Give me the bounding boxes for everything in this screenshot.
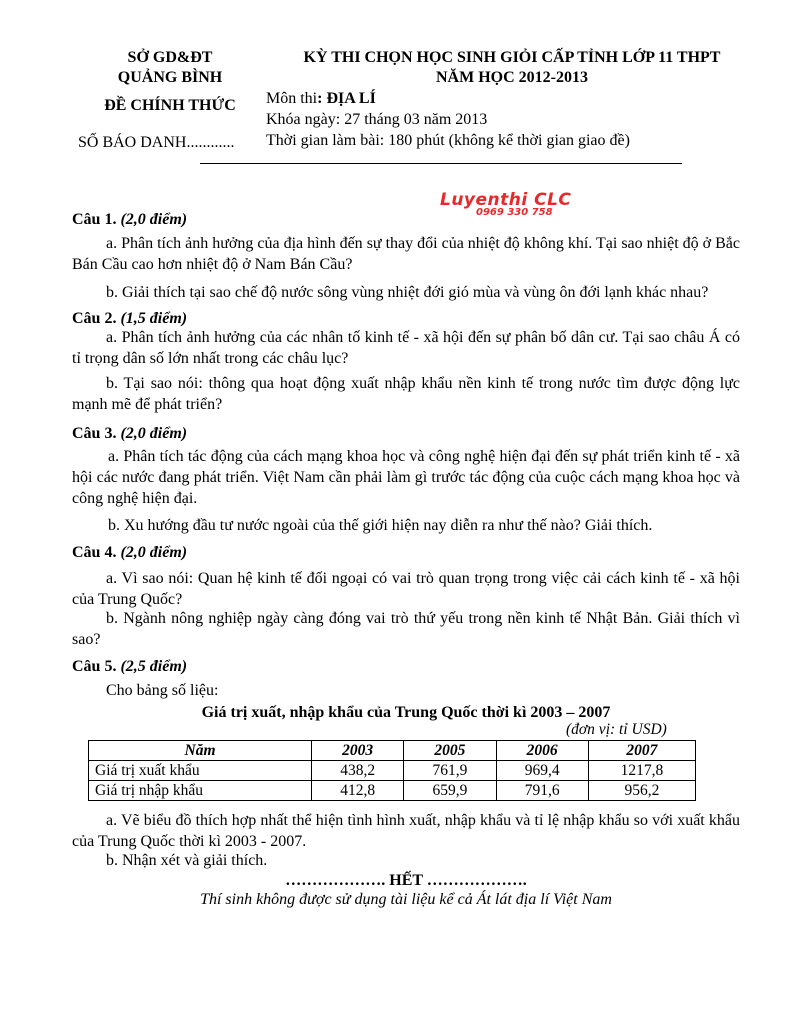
table-header-cell: Năm <box>89 741 312 761</box>
question-4-part-b: b. Ngành nông nghiệp ngày càng đóng vai trò thứ yếu trong nền kinh tế Nhật Bản. Giải thích vì sao? <box>72 610 740 648</box>
question-3-heading <box>72 423 740 444</box>
footer-note: Thí sinh không được sử dụng tài liệu kể cả Át lát địa lí Việt Nam <box>200 891 612 908</box>
exam-duration: Thời gian làm bài: 180 phút (không kể thời gian giao đề) <box>266 132 630 149</box>
question-5-points: (2,5 điểm) <box>120 658 188 675</box>
official-label: ĐỀ CHÍNH THỨC <box>104 97 236 114</box>
question-2-heading <box>72 308 740 329</box>
question-5-part-a: a. Vẽ biểu đồ thích hợp nhất thể hiện tình hình xuất, nhập khẩu và tỉ lệ nhập khẩu so với xuất khẩu của Trung Quốc thời kì 2003 - 2007. <box>72 812 740 850</box>
candidate-number: SỐ BÁO DANH............ <box>78 134 235 151</box>
question-1-part-b: b. Giải thích tại sao chế độ nước sông vùng nhiệt đới gió mùa và vùng ôn đới lạnh khác nhau? <box>106 284 709 301</box>
table-header-cell: 2007 <box>588 741 695 761</box>
table-cell: 791,6 <box>496 781 588 801</box>
question-4-title: Câu 4. <box>72 544 117 561</box>
table-row-label: Giá trị nhập khẩu <box>89 781 312 801</box>
table-title: Giá trị xuất, nhập khẩu của Trung Quốc thời kì 2003 – 2007 <box>201 704 611 721</box>
department-name: SỞ GD&ĐT <box>127 49 213 66</box>
table-cell: 761,9 <box>404 761 496 781</box>
province-name: QUẢNG BÌNH <box>117 69 223 86</box>
question-4-part-a: a. Vì sao nói: Quan hệ kinh tế đối ngoại có vai trò quan trọng trong việc cải cách kinh tế - xã hội của Trung Quốc? <box>72 570 740 608</box>
table-row <box>89 781 696 801</box>
school-year: NĂM HỌC 2012-2013 <box>436 69 588 86</box>
table-cell: 412,8 <box>312 781 404 801</box>
question-3-part-a: a. Phân tích tác động của cách mạng khoa học và công nghệ hiện đại đến sự phát triển kinh tế - xã hội các nước đang phát triển. Việt Nam cần phải làm gì trước tác động của cuộc cách mạng khoa học và công nghệ hiện đại. <box>72 448 740 507</box>
question-3-points: (2,0 điểm) <box>120 425 188 442</box>
table-cell: 1217,8 <box>588 761 695 781</box>
watermark-name: Luyenthi CLC <box>440 190 572 210</box>
table-unit: (đơn vị: tỉ USD) <box>566 721 667 738</box>
table-intro: Cho bảng số liệu: <box>106 682 219 699</box>
question-3-part-b: b. Xu hướng đầu tư nước ngoài của thế giới hiện nay diễn ra như thế nào? Giải thích. <box>108 517 653 534</box>
question-4-points: (2,0 điểm) <box>120 544 188 561</box>
question-1-title: Câu 1. <box>72 211 117 228</box>
table-header-cell: 2005 <box>404 741 496 761</box>
exam-title: KỲ THI CHỌN HỌC SINH GIỎI CẤP TỈNH LỚP 11 THPT <box>303 49 721 66</box>
table-cell: 956,2 <box>588 781 695 801</box>
question-5-heading <box>72 656 740 677</box>
header-divider <box>200 163 682 164</box>
question-5-part-b: b. Nhận xét và giải thích. <box>106 852 268 869</box>
table-row <box>89 761 696 781</box>
question-2-points: (1,5 điểm) <box>120 310 188 327</box>
table-cell: 969,4 <box>496 761 588 781</box>
table-header-cell: 2003 <box>312 741 404 761</box>
question-1-part-a: a. Phân tích ảnh hưởng của địa hình đến sự thay đổi của nhiệt độ không khí. Tại sao nhiệt độ ở Bắc Bán Cầu cao hơn nhiệt độ ở Nam Bán Cầu? <box>72 235 740 273</box>
question-4-heading <box>72 542 740 563</box>
question-2-title: Câu 2. <box>72 310 117 327</box>
watermark-phone: 0969 330 758 <box>476 207 553 218</box>
end-marker: ………………. HẾT ………………. <box>285 872 527 889</box>
export-import-table <box>88 740 696 801</box>
question-2-part-b: b. Tại sao nói: thông qua hoạt động xuất nhập khẩu nền kinh tế trong nước tìm được động lực mạnh mẽ để phát triển? <box>72 375 740 413</box>
table-header-cell: 2006 <box>496 741 588 761</box>
exam-date: Khóa ngày: 27 tháng 03 năm 2013 <box>266 111 488 128</box>
question-1-heading <box>72 209 740 230</box>
table-cell: 659,9 <box>404 781 496 801</box>
subject-label: Môn thi <box>266 90 318 107</box>
question-3-title: Câu 3. <box>72 425 117 442</box>
question-1-points: (2,0 điểm) <box>120 211 188 228</box>
table-row-label: Giá trị xuất khẩu <box>89 761 312 781</box>
subject-line <box>266 88 376 109</box>
question-2-part-a: a. Phân tích ảnh hưởng của các nhân tố kinh tế - xã hội đến sự phân bố dân cư. Tại sao châu Á có tỉ trọng dân số lớn nhất trong các châu lục? <box>72 329 740 367</box>
table-cell: 438,2 <box>312 761 404 781</box>
table-header-row <box>89 741 696 761</box>
subject-value: : ĐỊA LÍ <box>317 90 376 107</box>
question-5-title: Câu 5. <box>72 658 117 675</box>
